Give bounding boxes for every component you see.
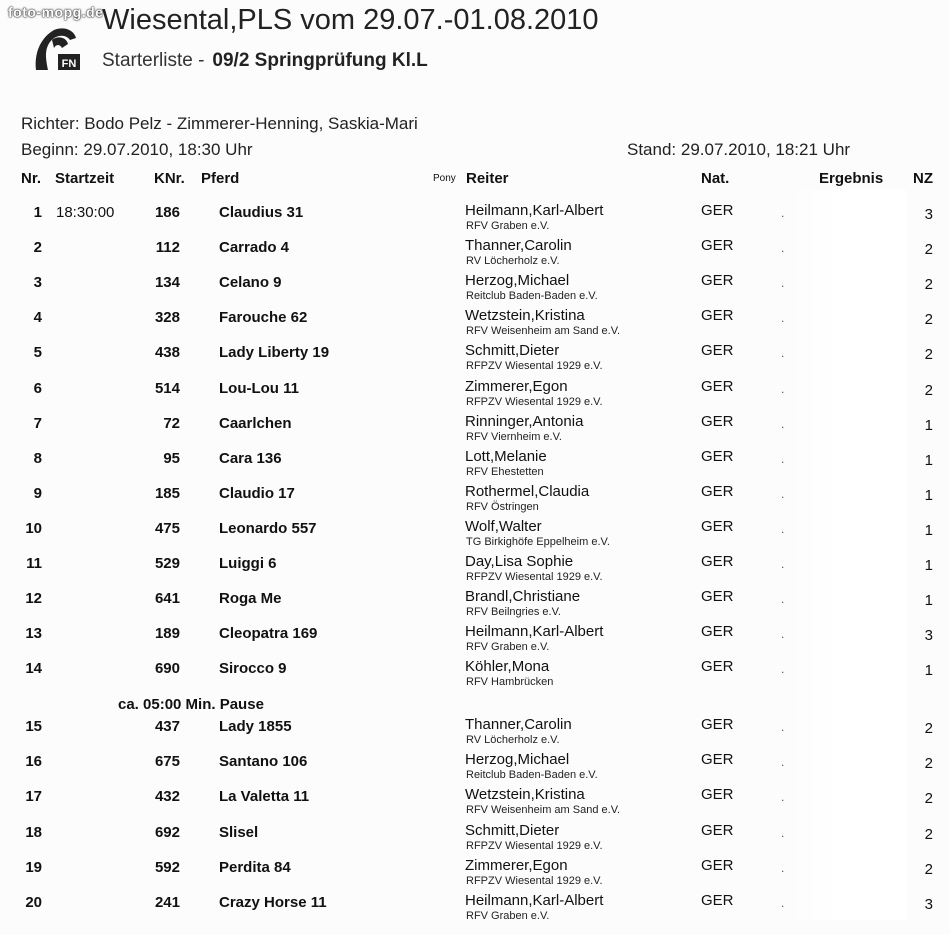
row-number: 1 (33, 204, 42, 221)
col-header-nat: Nat. (701, 170, 730, 187)
head-number: 95 (163, 449, 180, 467)
nz-value: 2 (924, 720, 933, 737)
head-number: 475 (154, 519, 180, 537)
horse-name: Lady 1855 (219, 718, 292, 735)
page-subtitle (102, 50, 428, 72)
nation: GER (701, 202, 734, 219)
nation: GER (701, 856, 734, 874)
result-placeholder: . (781, 662, 785, 677)
result-placeholder: . (781, 592, 785, 607)
nation: GER (701, 482, 734, 500)
col-header-nz: NZ (913, 170, 933, 187)
rider-club: TG Birkighöfe Eppelheim e.V. (466, 535, 610, 548)
fn-horse-logo-icon (26, 18, 82, 74)
rider-name: Wetzstein,Kristina (465, 786, 585, 804)
head-number: 432 (154, 788, 180, 806)
rider-name: Schmitt,Dieter (465, 342, 560, 360)
result-placeholder: . (781, 860, 785, 875)
col-header-pony: Pony (433, 173, 456, 184)
head-number: 692 (154, 823, 180, 841)
col-header-ergebnis: Ergebnis (819, 170, 884, 187)
page-title: Wiesental,PLS vom 29.07.-01.08.2010 (102, 4, 599, 36)
nation: GER (701, 307, 734, 325)
horse-name: Crazy Horse 11 (219, 894, 327, 911)
rider-club: RFPZV Wiesental 1929 e.V. (466, 395, 603, 408)
pause-note: ca. 05:00 Min. Pause (118, 696, 264, 713)
head-number: 241 (154, 894, 180, 911)
nz-value: 3 (924, 627, 933, 645)
head-number: 514 (154, 379, 180, 397)
row-number: 12 (25, 590, 42, 608)
rider-club: RFV Hambrücken (466, 676, 554, 689)
nz-value: 2 (924, 276, 933, 294)
nz-value: 2 (924, 381, 933, 399)
event-name: 09/2 Springprüfung Kl.L (212, 50, 428, 71)
nation: GER (701, 517, 734, 535)
nation: GER (701, 786, 734, 804)
result-placeholder: . (781, 790, 785, 805)
result-placeholder: . (781, 627, 785, 642)
row-number: 6 (33, 379, 42, 397)
col-header-nr: Nr. (21, 170, 42, 187)
head-number: 186 (154, 204, 180, 221)
rider-name: Rothermel,Claudia (465, 482, 590, 500)
rider-club: RFV Viernheim e.V. (466, 430, 562, 443)
horse-name: Sirocco 9 (219, 660, 287, 678)
row-number: 5 (33, 344, 42, 362)
row-number: 14 (25, 660, 42, 678)
row-number: 16 (25, 753, 42, 771)
row-number: 20 (25, 894, 42, 911)
rider-name: Thanner,Carolin (465, 237, 572, 255)
nz-value: 1 (924, 451, 933, 469)
head-number: 529 (154, 555, 180, 572)
nation: GER (701, 716, 734, 733)
horse-name: Cara 136 (219, 449, 282, 467)
nation: GER (701, 237, 734, 255)
photo-glare (786, 190, 906, 920)
nz-value: 1 (924, 486, 933, 504)
row-number: 15 (25, 718, 42, 735)
col-header-pferd: Pferd (201, 170, 240, 187)
stand-line: Stand: 29.07.2010, 18:21 Uhr (627, 140, 851, 159)
nz-value: 2 (924, 241, 933, 259)
rider-name: Heilmann,Karl-Albert (465, 623, 604, 641)
result-placeholder: . (781, 755, 785, 770)
rider-name: Zimmerer,Egon (465, 856, 568, 874)
nz-value: 2 (924, 825, 933, 843)
nz-value: 1 (924, 592, 933, 610)
horse-name: Cleopatra 169 (219, 625, 318, 643)
rider-name: Brandl,Christiane (465, 588, 581, 606)
nation: GER (701, 821, 734, 839)
horse-name: Lou-Lou 11 (219, 379, 299, 397)
rider-club: Reitclub Baden-Baden e.V. (466, 769, 598, 782)
horse-name: Luiggi 6 (219, 555, 277, 572)
rider-club: RFV Ehestetten (466, 465, 544, 478)
horse-name: Leonardo 557 (219, 519, 317, 537)
nation: GER (701, 447, 734, 465)
rider-name: Köhler,Mona (465, 658, 550, 676)
result-placeholder: . (781, 276, 785, 291)
col-header-knr: KNr. (154, 170, 185, 187)
head-number: 641 (154, 590, 180, 608)
start-time: 18:30:00 (56, 204, 115, 221)
watermark: foto-mopg.de (8, 4, 104, 20)
nz-value: 1 (924, 662, 933, 680)
col-header-reiter: Reiter (466, 170, 509, 187)
nation: GER (701, 588, 734, 606)
head-number: 690 (154, 660, 180, 678)
nation: GER (701, 342, 734, 360)
row-number: 13 (25, 625, 42, 643)
row-number: 9 (33, 484, 42, 502)
head-number: 437 (154, 718, 180, 735)
rider-name: Herzog,Michael (465, 272, 570, 290)
nz-value: 2 (924, 346, 933, 364)
head-number: 134 (154, 274, 180, 292)
horse-name: Caarlchen (219, 414, 292, 432)
rider-club: RFPZV Wiesental 1929 e.V. (466, 571, 603, 583)
col-header-startzeit: Startzeit (55, 170, 115, 187)
horse-name: Claudius 31 (219, 204, 304, 221)
rider-name: Lott,Melanie (465, 447, 547, 465)
rider-name: Day,Lisa Sophie (465, 553, 574, 570)
rider-club: RFV Weisenheim am Sand e.V. (466, 804, 621, 817)
row-number: 10 (25, 519, 42, 537)
nation: GER (701, 751, 734, 769)
row-number: 11 (26, 555, 42, 572)
rider-club: RFV Graben e.V. (466, 220, 550, 232)
result-placeholder: . (781, 311, 785, 326)
row-number: 17 (25, 788, 42, 806)
result-placeholder: . (781, 241, 785, 256)
result-placeholder: . (781, 381, 785, 396)
judges-line: Richter: Bodo Pelz - Zimmerer-Henning, Saskia-Mari (21, 114, 418, 133)
head-number: 112 (155, 239, 180, 257)
row-number: 18 (25, 823, 42, 841)
row-number: 8 (33, 449, 42, 467)
nz-value: 1 (924, 521, 933, 539)
horse-name: Claudio 17 (219, 484, 295, 502)
logo-text: FN (61, 58, 77, 70)
result-placeholder: . (781, 206, 785, 220)
nation: GER (701, 412, 734, 430)
rider-name: Rinninger,Antonia (465, 412, 584, 430)
rider-club: RFPZV Wiesental 1929 e.V. (466, 360, 603, 373)
result-placeholder: . (781, 451, 785, 466)
nation: GER (701, 553, 734, 570)
head-number: 438 (154, 344, 180, 362)
rider-name: Wolf,Walter (465, 517, 542, 535)
begin-line: Beginn: 29.07.2010, 18:30 Uhr (21, 140, 253, 159)
rider-name: Heilmann,Karl-Albert (465, 892, 604, 909)
result-placeholder: . (781, 346, 785, 361)
rider-name: Wetzstein,Kristina (465, 307, 585, 325)
row-number: 7 (33, 414, 42, 432)
nz-value: 3 (924, 206, 933, 223)
horse-name: Lady Liberty 19 (219, 344, 330, 362)
nation: GER (701, 892, 734, 909)
horse-name: Roga Me (219, 590, 282, 608)
row-number: 4 (33, 309, 42, 327)
nz-value: 1 (924, 557, 933, 574)
row-number: 2 (33, 239, 42, 257)
nation: GER (701, 377, 734, 395)
nz-value: 2 (924, 790, 933, 808)
rider-club: RFV Weisenheim am Sand e.V. (466, 325, 621, 338)
nation: GER (701, 658, 734, 676)
horse-name: Farouche 62 (219, 309, 308, 327)
rider-name: Zimmerer,Egon (465, 377, 568, 395)
horse-name: Celano 9 (219, 274, 282, 292)
row-number: 3 (33, 274, 42, 292)
horse-name: Slisel (219, 823, 259, 841)
head-number: 328 (154, 309, 180, 327)
nation: GER (701, 623, 734, 641)
nz-value: 2 (924, 755, 933, 773)
head-number: 189 (154, 625, 180, 643)
result-placeholder: . (781, 720, 785, 734)
rider-club: RFPZV Wiesental 1929 e.V. (466, 839, 603, 852)
result-placeholder: . (781, 896, 785, 910)
result-placeholder: . (781, 557, 785, 571)
rider-club: RFPZV Wiesental 1929 e.V. (466, 874, 603, 887)
horse-name: Santano 106 (219, 753, 308, 771)
rider-name: Schmitt,Dieter (465, 821, 560, 839)
rider-club: RV Löcherholz e.V. (466, 255, 560, 268)
subtitle-prefix: Starterliste - (102, 50, 205, 71)
result-placeholder: . (781, 825, 785, 840)
result-placeholder: . (781, 416, 785, 431)
horse-name: Perdita 84 (219, 858, 291, 876)
rider-name: Thanner,Carolin (465, 716, 572, 733)
nz-value: 3 (924, 896, 933, 913)
nz-value: 2 (924, 311, 933, 329)
rider-club: RV Löcherholz e.V. (466, 734, 560, 746)
head-number: 185 (154, 484, 180, 502)
horse-name: Carrado 4 (219, 239, 290, 257)
head-number: 592 (154, 858, 180, 876)
nation: GER (701, 272, 734, 290)
nz-value: 1 (924, 416, 933, 434)
row-number: 19 (25, 858, 42, 876)
result-placeholder: . (781, 486, 785, 501)
nz-value: 2 (924, 860, 933, 878)
head-number: 72 (163, 414, 180, 432)
rider-club: RFV Graben e.V. (466, 641, 550, 654)
rider-name: Heilmann,Karl-Albert (465, 202, 604, 219)
rider-club: Reitclub Baden-Baden e.V. (466, 290, 598, 303)
rider-club: RFV Graben e.V. (466, 910, 550, 922)
rider-club: RFV Östringen (466, 500, 539, 513)
head-number: 675 (154, 753, 180, 771)
rider-club: RFV Beilngries e.V. (466, 606, 561, 619)
result-placeholder: . (781, 521, 785, 536)
rider-name: Herzog,Michael (465, 751, 570, 769)
horse-name: La Valetta 11 (219, 788, 310, 806)
